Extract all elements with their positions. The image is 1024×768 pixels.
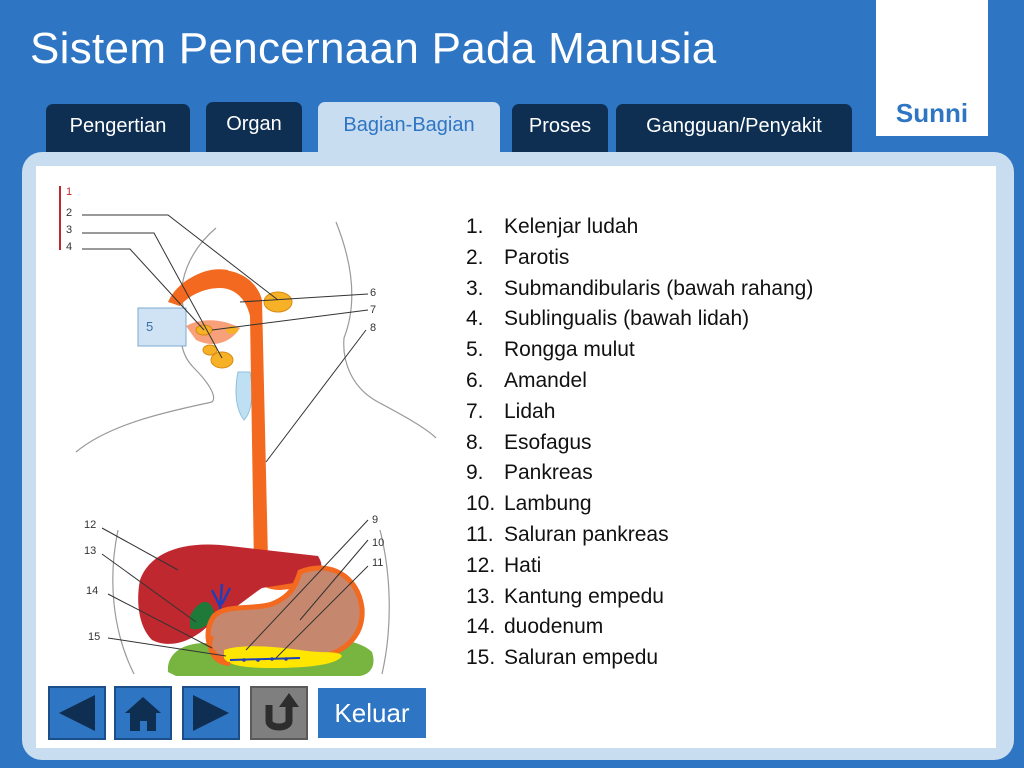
list-item: 14. duodenum [466,615,604,639]
tab-pengertian[interactable] [46,104,190,154]
list-item: 3. Submandibularis (bawah rahang) [466,276,814,300]
list-item: 9. Pankreas [466,461,593,485]
diagram-label-9: 9 [372,514,379,526]
back-button[interactable] [48,686,106,740]
exit-button[interactable]: Keluar [318,688,426,738]
diagram-label-15: 15 [88,631,101,643]
list-item: 7. Lidah [466,399,556,423]
return-arrow-icon [259,691,299,735]
tab-proses[interactable] [512,104,608,154]
list-item: 6. Amandel [466,368,587,392]
diagram-label-10: 10 [372,537,385,549]
triangle-right-icon [189,693,233,733]
diagram-label-5: 5 [146,319,154,334]
list-item: 15. Saluran empedu [466,646,659,670]
tab-gangguan-penyakit[interactable] [616,104,852,154]
tab-organ[interactable] [206,102,302,152]
list-item: 1. Kelenjar ludah [466,215,639,238]
tab-label: Gangguan/Penyakit [646,114,822,137]
diagram-label-1: 1 [66,186,73,198]
list-item: 11. Saluran pankreas [466,522,669,546]
list-item: 4. Sublingualis (bawah lidah) [466,307,750,331]
list-item: 13. Kantung empedu [466,584,664,608]
list-item: 10. Lambung [466,492,592,516]
home-button[interactable] [114,686,172,740]
parts-list [466,212,813,674]
diagram-label-12: 12 [84,519,97,531]
diagram-label-3: 3 [66,224,73,236]
logo-box [876,0,988,136]
page-title: Sistem Pencernaan Pada Manusia [30,24,717,73]
diagram-label-11: 11 [372,557,384,569]
esophagus-shape [168,270,302,590]
tab-label: Proses [528,114,592,137]
list-item: 12. Hati [466,553,542,577]
list-item: 8. Esofagus [466,430,592,454]
tab-label: Bagian-Bagian [343,113,475,136]
digestive-system-diagram [54,180,444,676]
tab-bagian-bagian[interactable] [318,102,500,154]
triangle-left-icon [55,693,99,733]
next-button[interactable] [182,686,240,740]
diagram-label-6: 6 [370,287,377,299]
return-button[interactable] [250,686,308,740]
tab-label: Pengertian [69,114,167,137]
diagram-label-4: 4 [66,241,73,253]
home-icon [123,693,163,733]
diagram-label-7: 7 [370,304,377,316]
diagram-label-8: 8 [370,322,377,334]
list-item: 2. Parotis [466,245,570,269]
diagram-label-2: 2 [66,207,73,219]
diagram-label-14: 14 [86,585,99,597]
tab-label: Organ [226,112,282,135]
diagram-label-13: 13 [84,545,97,557]
logo-text: Sunni [895,98,969,128]
list-item: 5. Rongga mulut [466,338,635,362]
